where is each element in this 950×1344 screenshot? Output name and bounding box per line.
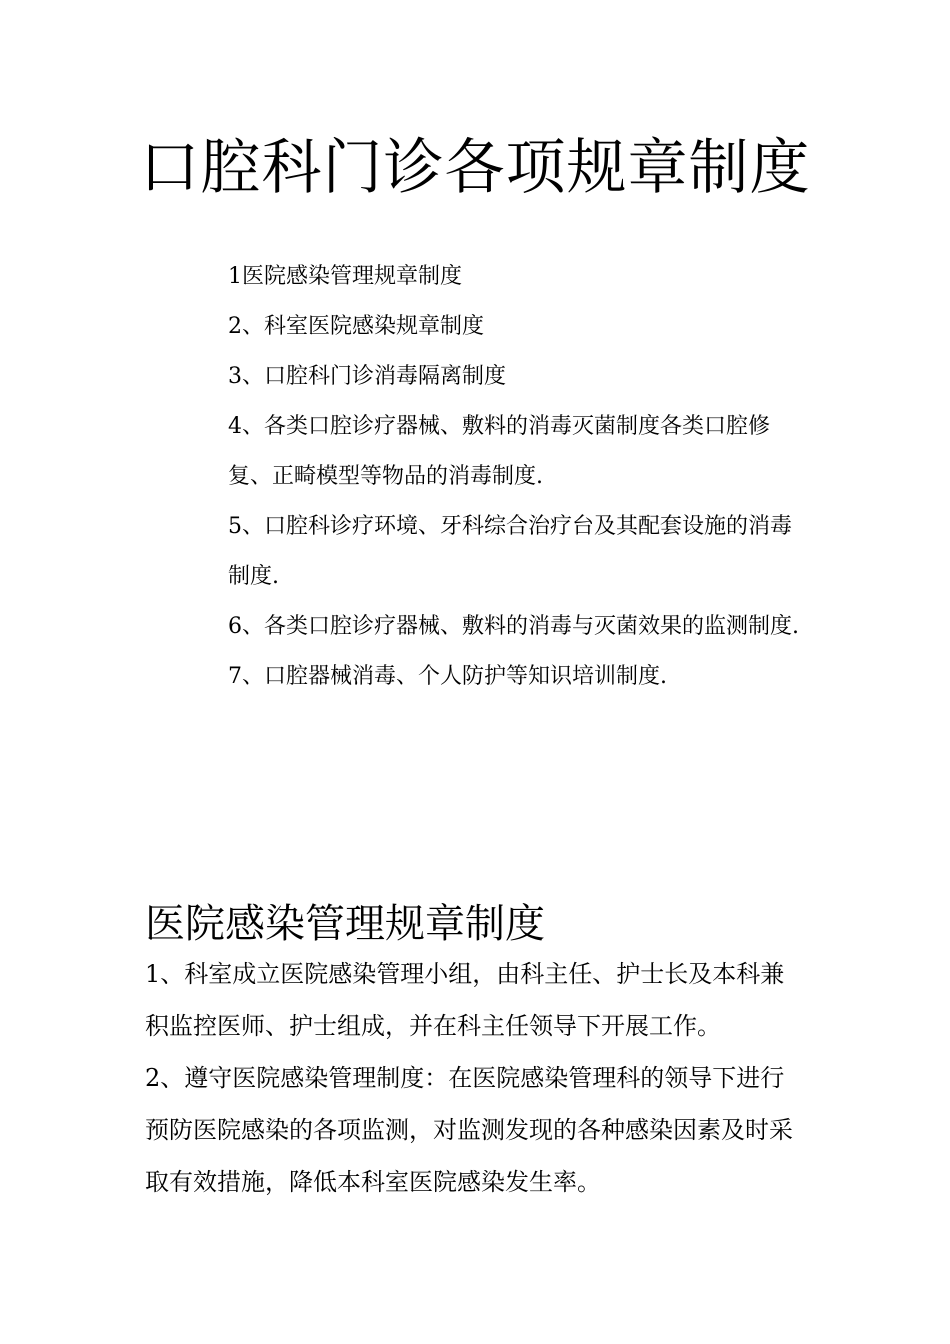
toc-item-7: 7、口腔器械消毒、个人防护等知识培训制度. xyxy=(228,664,667,689)
toc-item-4: 4、各类口腔诊疗器械、敷料的消毒灭菌制度各类口腔修复、正畸模型等物品的消毒制度. xyxy=(228,414,770,489)
table-of-contents xyxy=(228,252,800,702)
toc-item-2: 2、科室医院感染规章制度 xyxy=(228,314,484,339)
toc-item-3: 3、口腔科门诊消毒隔离制度 xyxy=(228,364,506,389)
document-title: 口腔科门诊各项规章制度 xyxy=(139,133,811,203)
section-paragraph-1: 1、科室成立医院感染管理小组，由科主任、护士长及本科兼积监控医师、护士组成，并在科主任领导下开展工作。 xyxy=(145,960,785,1040)
toc-item-5: 5、口腔科诊疗环境、牙科综合治疗台及其配套设施的消毒制度. xyxy=(228,514,792,589)
toc-item-1: 1医院感染管理规章制度 xyxy=(228,264,462,289)
section-paragraph-2: 2、遵守医院感染管理制度：在医院感染管理科的领导下进行预防医院感染的各项监测，对监测发现的各种感染因素及时采取有效措施，降低本科室医院感染发生率。 xyxy=(145,1064,793,1196)
section-heading: 医院感染管理规章制度 xyxy=(145,901,545,947)
toc-item-6: 6、各类口腔诊疗器械、敷料的消毒与灭菌效果的监测制度. xyxy=(228,614,799,639)
section-body xyxy=(145,948,805,1208)
